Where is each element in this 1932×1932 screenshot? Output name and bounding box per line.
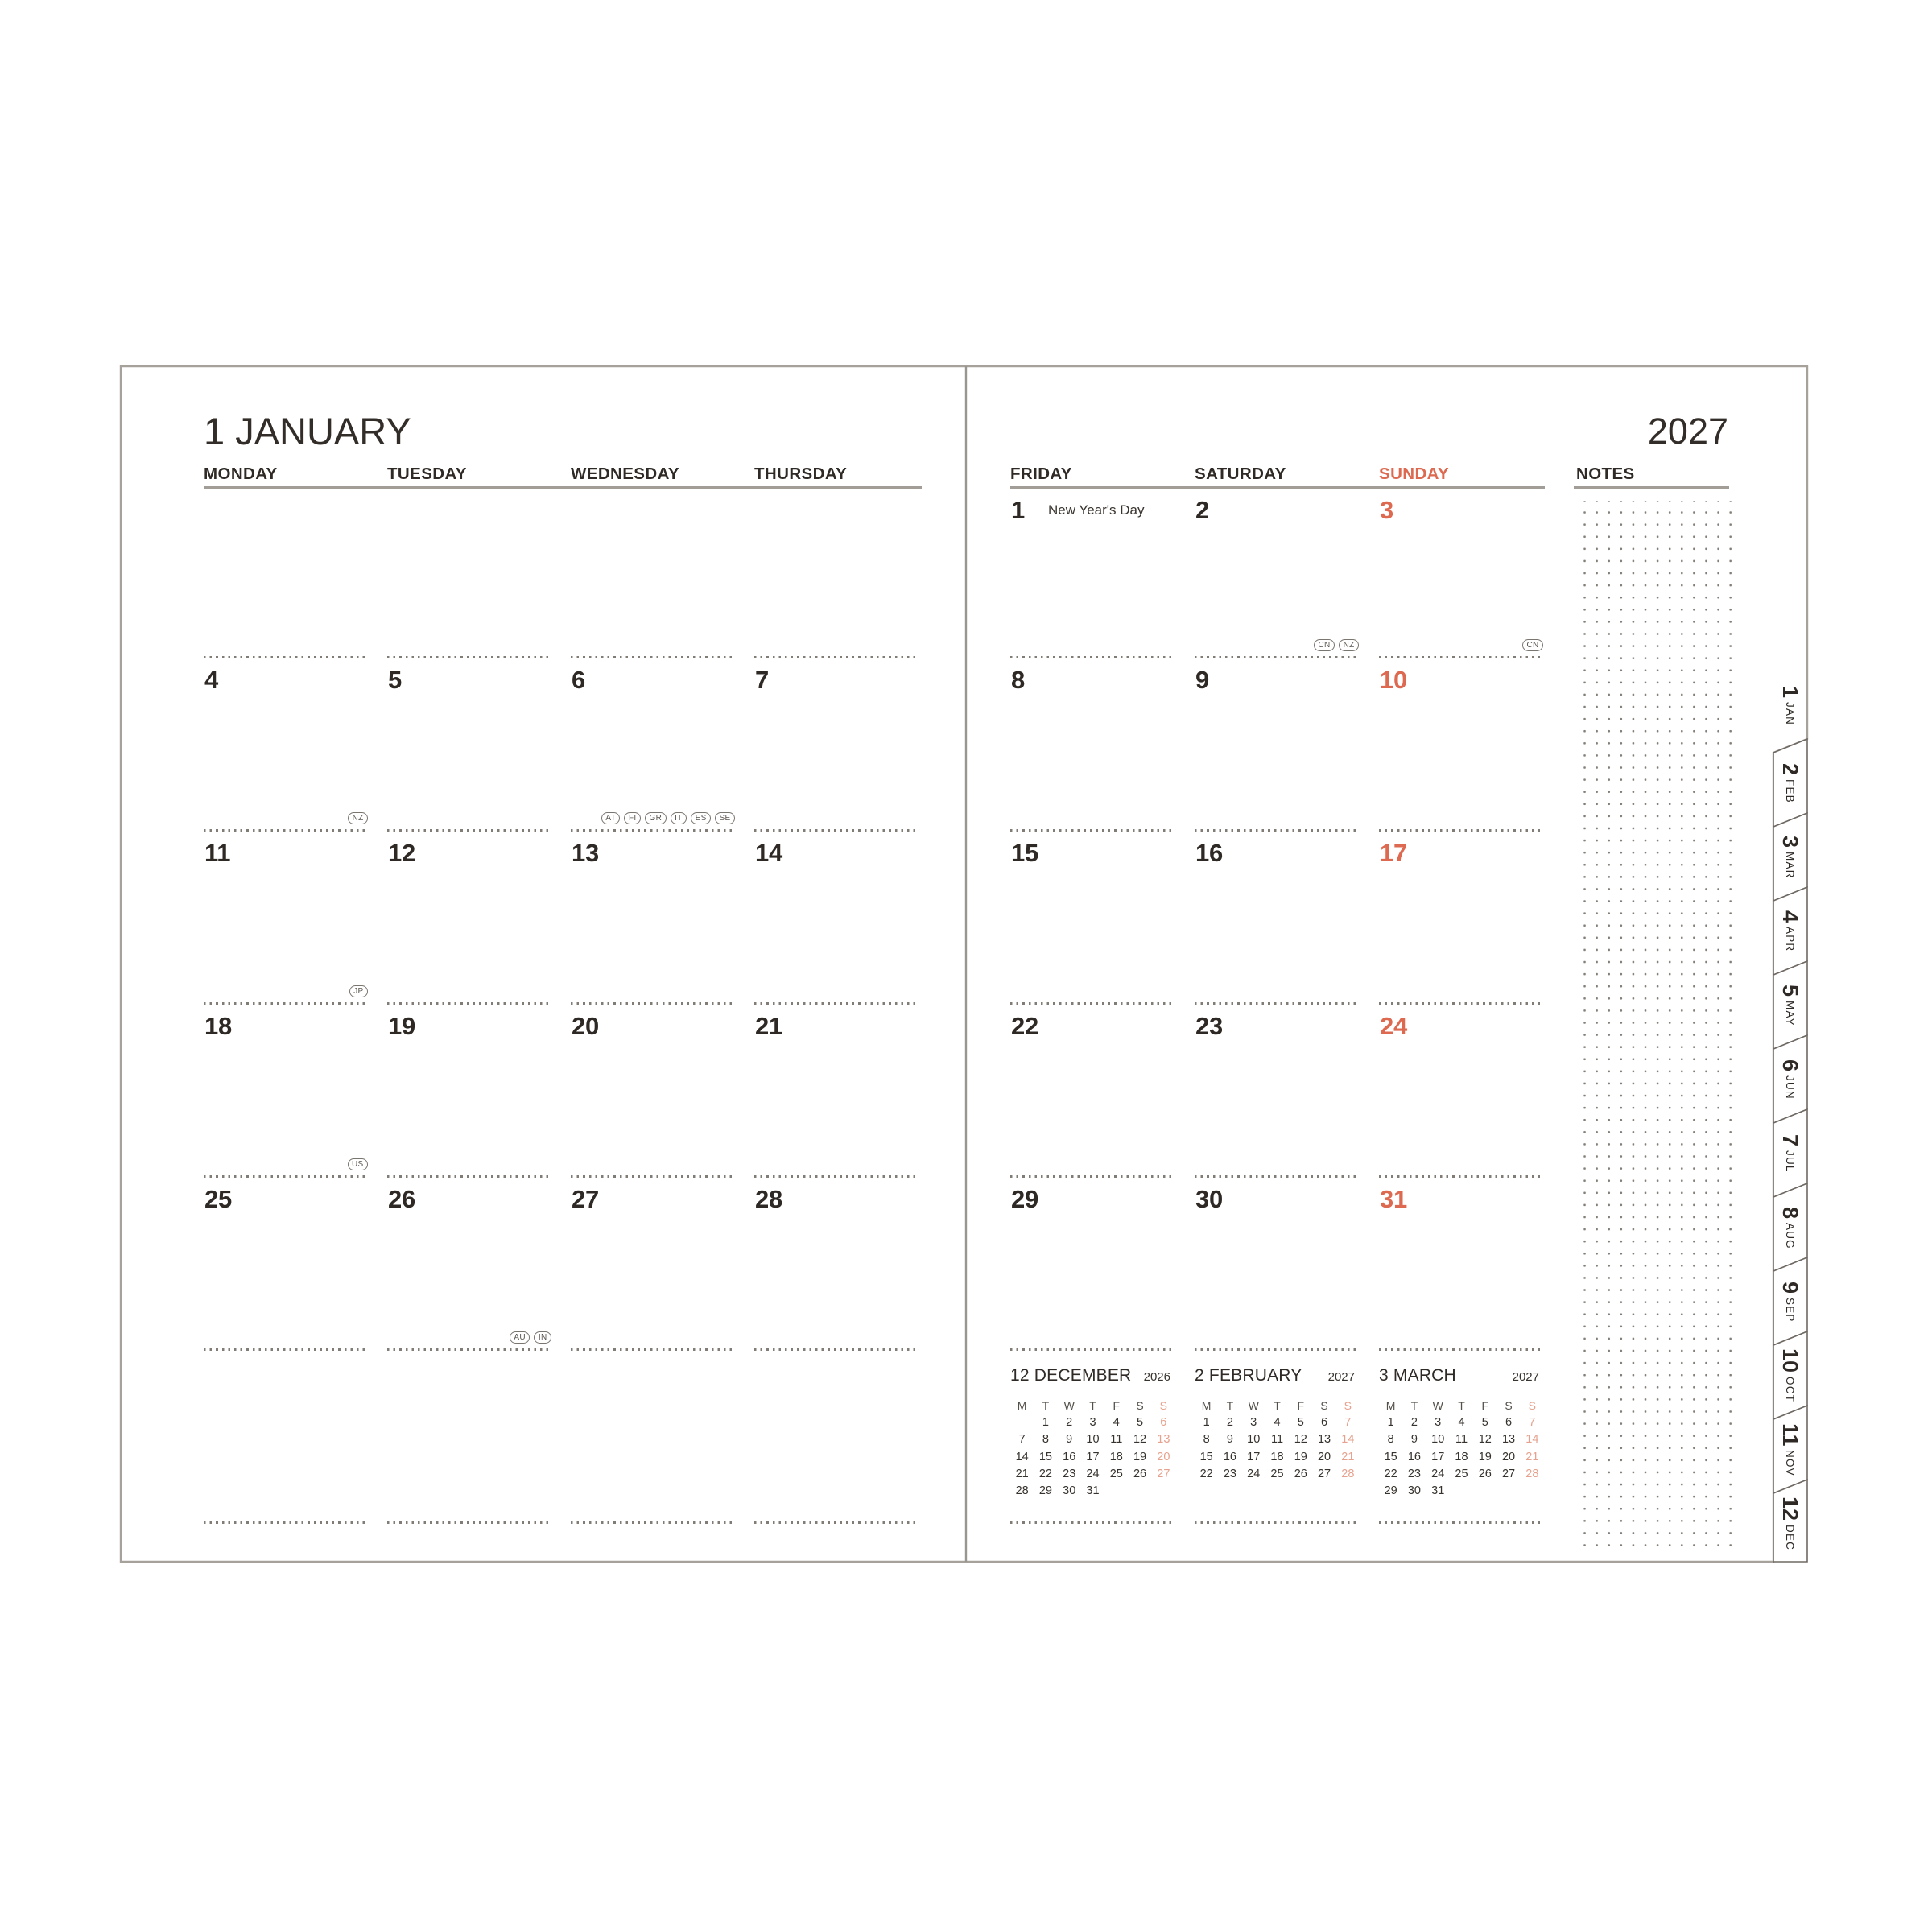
mini-calendar-date bbox=[1128, 1484, 1151, 1497]
page-title: 1 JANUARY bbox=[204, 410, 411, 452]
notes-grid[interactable] bbox=[1575, 501, 1732, 1552]
mini-calendar-week bbox=[1379, 1484, 1544, 1497]
mini-calendar-date: 8 bbox=[1387, 1433, 1394, 1447]
holiday-badge-es: ES bbox=[691, 812, 711, 825]
month-tab-apr[interactable] bbox=[1772, 895, 1808, 968]
mini-calendar-date bbox=[1104, 1484, 1128, 1497]
date-number: 3 bbox=[1380, 496, 1393, 524]
weekday-letter: T bbox=[1226, 1399, 1234, 1412]
mini-calendar-date: 11 bbox=[1270, 1433, 1284, 1447]
date-number: 27 bbox=[572, 1185, 599, 1213]
mini-calendar-date: 1 bbox=[1203, 1416, 1210, 1429]
mini-calendar-date: 26 bbox=[1294, 1467, 1307, 1480]
mini-calendar-year: 2026 bbox=[1143, 1370, 1170, 1384]
date-number: 18 bbox=[204, 1012, 232, 1040]
mini-calendar-date: 15 bbox=[1384, 1450, 1397, 1463]
date-cell[interactable] bbox=[754, 658, 919, 832]
mini-calendar-date: 21 bbox=[1015, 1467, 1029, 1480]
row-separator bbox=[571, 1521, 736, 1524]
weekday-letter: M bbox=[1201, 1399, 1212, 1412]
mini-calendar-date: 11 bbox=[1110, 1433, 1123, 1447]
holiday-badge-au: AU bbox=[510, 1331, 530, 1344]
day-header-sunday: SUNDAY bbox=[1379, 464, 1450, 483]
mini-calendar-date: 15 bbox=[1038, 1450, 1052, 1463]
mini-calendar-date: 18 bbox=[1270, 1450, 1284, 1463]
date-cell[interactable] bbox=[387, 1178, 552, 1351]
day-header-thursday: THURSDAY bbox=[754, 464, 848, 483]
date-cell[interactable] bbox=[204, 832, 369, 1005]
mini-calendar-date: 30 bbox=[1063, 1484, 1076, 1498]
mini-calendar-date: 12 bbox=[1133, 1433, 1147, 1447]
mini-calendar-date: 17 bbox=[1086, 1450, 1100, 1463]
holiday-label: New Year's Day bbox=[1048, 502, 1145, 518]
date-cell[interactable] bbox=[754, 489, 919, 658]
holiday-badges bbox=[1314, 639, 1359, 652]
mini-calendar-week bbox=[1379, 1416, 1544, 1429]
mini-calendar-date: 22 bbox=[1038, 1467, 1052, 1480]
holiday-badges bbox=[601, 812, 735, 825]
mini-calendar-date: 16 bbox=[1407, 1450, 1421, 1463]
mini-calendar-date: 9 bbox=[1066, 1433, 1073, 1447]
mini-calendar-date: 14 bbox=[1525, 1433, 1539, 1447]
mini-calendar-date: 20 bbox=[1157, 1450, 1170, 1463]
weekday-letter: T bbox=[1042, 1399, 1050, 1412]
holiday-badge-gr: GR bbox=[645, 812, 667, 825]
tab-month-abbr: JUL bbox=[1784, 1150, 1796, 1173]
date-cell[interactable] bbox=[1379, 1005, 1544, 1178]
mini-calendar-weekdays bbox=[1195, 1399, 1360, 1412]
mini-calendar-date: 29 bbox=[1384, 1484, 1397, 1498]
weekday-letter: S bbox=[1159, 1399, 1167, 1412]
weekday-letter: F bbox=[1297, 1399, 1305, 1412]
mini-calendar-week bbox=[1195, 1451, 1360, 1463]
weekday-letter: S bbox=[1344, 1399, 1352, 1412]
date-number: 26 bbox=[388, 1185, 415, 1213]
weekday-letter: S bbox=[1505, 1399, 1513, 1412]
mini-calendar-year: 2027 bbox=[1327, 1370, 1355, 1384]
mini-calendar-date: 23 bbox=[1407, 1467, 1421, 1480]
mini-calendar-week bbox=[1010, 1416, 1175, 1429]
tab-month-number: 3 bbox=[1778, 836, 1802, 848]
date-cell[interactable] bbox=[1195, 489, 1360, 658]
mini-calendar-title: 2 FEBRUARY bbox=[1195, 1366, 1302, 1385]
date-cell[interactable] bbox=[754, 1178, 919, 1351]
date-number: 30 bbox=[1195, 1185, 1223, 1213]
mini-calendar-date: 5 bbox=[1137, 1416, 1144, 1429]
mini-calendar-date: 21 bbox=[1525, 1450, 1539, 1463]
mini-calendar-date bbox=[1152, 1484, 1175, 1497]
date-number: 10 bbox=[1380, 666, 1407, 694]
date-cell[interactable] bbox=[387, 832, 552, 1005]
mini-calendar-date: 24 bbox=[1431, 1467, 1445, 1480]
tab-month-abbr: OCT bbox=[1784, 1377, 1796, 1403]
date-cell[interactable] bbox=[571, 658, 736, 832]
row-separator bbox=[387, 1521, 552, 1524]
mini-calendar-date: 27 bbox=[1317, 1467, 1331, 1480]
mini-calendar-weekdays bbox=[1010, 1399, 1175, 1412]
month-tab-dec[interactable] bbox=[1772, 1488, 1808, 1560]
mini-calendar-date: 25 bbox=[1455, 1467, 1468, 1480]
tab-month-number: 8 bbox=[1778, 1206, 1802, 1219]
date-cell[interactable] bbox=[387, 1351, 552, 1524]
mini-calendar-date bbox=[1496, 1484, 1520, 1497]
mini-calendar-date: 8 bbox=[1042, 1433, 1049, 1447]
mini-calendar-date: 16 bbox=[1223, 1450, 1236, 1463]
holiday-badge-it: IT bbox=[671, 812, 687, 825]
mini-calendar-date: 2 bbox=[1066, 1416, 1073, 1429]
mini-calendar-date: 28 bbox=[1015, 1484, 1029, 1498]
date-number: 31 bbox=[1380, 1185, 1407, 1213]
date-cell[interactable] bbox=[1010, 489, 1175, 658]
month-tab-jul[interactable] bbox=[1772, 1117, 1808, 1190]
mini-calendar-date: 21 bbox=[1341, 1450, 1355, 1463]
row-separator bbox=[1379, 1521, 1544, 1524]
month-tab-jun[interactable] bbox=[1772, 1043, 1808, 1116]
date-number: 13 bbox=[572, 839, 599, 867]
weekday-letter: M bbox=[1385, 1399, 1396, 1412]
mini-calendar-date: 12 bbox=[1478, 1433, 1492, 1447]
notes-header: NOTES bbox=[1576, 464, 1635, 483]
month-tab-aug[interactable] bbox=[1772, 1191, 1808, 1264]
mini-calendar-date: 7 bbox=[1344, 1416, 1352, 1429]
mini-calendar-date: 20 bbox=[1317, 1450, 1331, 1463]
mini-calendar-week bbox=[1010, 1451, 1175, 1463]
weekday-letter: S bbox=[1136, 1399, 1144, 1412]
mini-calendar-week bbox=[1195, 1433, 1360, 1446]
row-separator bbox=[754, 1521, 919, 1524]
date-cell[interactable] bbox=[387, 658, 552, 832]
date-number: 19 bbox=[388, 1012, 415, 1040]
tab-month-number: 1 bbox=[1778, 686, 1802, 699]
mini-calendar-date: 13 bbox=[1317, 1433, 1331, 1447]
mini-calendar-date: 2 bbox=[1410, 1416, 1418, 1429]
mini-calendar-date: 3 bbox=[1250, 1416, 1257, 1429]
holiday-badges bbox=[348, 812, 368, 825]
tab-month-number: 9 bbox=[1778, 1281, 1802, 1294]
holiday-badge-nz: NZ bbox=[1339, 639, 1359, 652]
mini-calendar-date: 17 bbox=[1431, 1450, 1445, 1463]
date-number: 12 bbox=[388, 839, 415, 867]
day-header-tuesday: TUESDAY bbox=[387, 464, 467, 483]
tab-month-number: 7 bbox=[1778, 1134, 1802, 1147]
date-cell[interactable] bbox=[1195, 1005, 1360, 1178]
date-cell[interactable] bbox=[754, 1351, 919, 1524]
holiday-badge-in: IN bbox=[534, 1331, 551, 1344]
mini-calendar-date: 14 bbox=[1015, 1450, 1029, 1463]
date-cell[interactable] bbox=[571, 832, 736, 1005]
tab-month-number: 12 bbox=[1778, 1496, 1802, 1521]
mini-calendar-date: 20 bbox=[1501, 1450, 1516, 1463]
month-tab-mar[interactable] bbox=[1772, 821, 1808, 894]
mini-calendar-date: 16 bbox=[1063, 1450, 1076, 1463]
date-number: 6 bbox=[572, 666, 585, 694]
mini-calendar-date: 2 bbox=[1226, 1416, 1233, 1429]
holiday-badge-jp: JP bbox=[349, 985, 368, 998]
mini-calendar-date: 30 bbox=[1407, 1484, 1421, 1498]
date-number: 24 bbox=[1380, 1012, 1407, 1040]
date-number: 15 bbox=[1011, 839, 1038, 867]
holiday-badge-fi: FI bbox=[624, 812, 641, 825]
mini-calendar-title: 12 DECEMBER bbox=[1010, 1366, 1132, 1385]
date-cell[interactable] bbox=[1010, 1178, 1175, 1351]
mini-calendar-date: 3 bbox=[1435, 1416, 1442, 1429]
mini-calendar-date: 4 bbox=[1113, 1416, 1120, 1429]
tab-month-abbr: FEB bbox=[1784, 779, 1796, 803]
mini-calendar-week bbox=[1010, 1484, 1175, 1497]
mini-calendar-date: 31 bbox=[1086, 1484, 1100, 1498]
mini-calendar-date: 10 bbox=[1431, 1433, 1445, 1447]
weekday-letter: M bbox=[1017, 1399, 1027, 1412]
mini-calendar-date: 11 bbox=[1455, 1433, 1468, 1447]
mini-calendar-date: 22 bbox=[1384, 1467, 1397, 1480]
month-tab-sep[interactable] bbox=[1772, 1265, 1808, 1338]
mini-calendar-date: 6 bbox=[1160, 1416, 1167, 1429]
mini-calendar-week bbox=[1379, 1433, 1544, 1446]
mini-calendar-title: 3 MARCH bbox=[1379, 1366, 1456, 1385]
mini-calendar-date: 28 bbox=[1525, 1467, 1539, 1480]
tab-month-abbr: DEC bbox=[1784, 1525, 1796, 1551]
mini-calendar-date: 15 bbox=[1199, 1450, 1213, 1463]
holiday-badge-us: US bbox=[348, 1158, 369, 1171]
tab-month-abbr: JAN bbox=[1784, 702, 1796, 726]
date-cell[interactable] bbox=[754, 832, 919, 1005]
mini-calendar-date: 19 bbox=[1133, 1450, 1147, 1463]
tab-month-number: 10 bbox=[1778, 1348, 1802, 1373]
weekday-letter: F bbox=[1113, 1399, 1121, 1412]
mini-calendar-date: 23 bbox=[1223, 1467, 1236, 1480]
date-number: 11 bbox=[204, 839, 231, 867]
holiday-badge-at: AT bbox=[601, 812, 621, 825]
day-header-saturday: SATURDAY bbox=[1195, 464, 1286, 483]
tab-month-number: 5 bbox=[1778, 985, 1802, 997]
mini-calendar-date bbox=[1450, 1484, 1473, 1497]
mini-calendar-week bbox=[1379, 1468, 1544, 1480]
date-number: 4 bbox=[204, 666, 218, 694]
mini-calendar-date: 10 bbox=[1086, 1433, 1100, 1447]
date-number: 28 bbox=[755, 1185, 782, 1213]
mini-calendar-date: 6 bbox=[1505, 1416, 1513, 1429]
date-cell[interactable] bbox=[1195, 832, 1360, 1005]
month-tab-may[interactable] bbox=[1772, 969, 1808, 1042]
holiday-badges bbox=[348, 1158, 369, 1171]
weekday-letter: W bbox=[1248, 1399, 1259, 1412]
date-number: 8 bbox=[1011, 666, 1025, 694]
mini-calendar-date: 27 bbox=[1157, 1467, 1170, 1480]
tab-month-abbr: JUN bbox=[1784, 1075, 1796, 1100]
mini-calendar-date: 3 bbox=[1089, 1416, 1096, 1429]
mini-calendar-date bbox=[1521, 1484, 1544, 1497]
mini-calendar-date: 10 bbox=[1247, 1433, 1261, 1447]
mini-calendar-date: 9 bbox=[1410, 1433, 1418, 1447]
mini-calendar-date: 22 bbox=[1199, 1467, 1213, 1480]
date-number: 16 bbox=[1195, 839, 1223, 867]
date-cell[interactable] bbox=[387, 1005, 552, 1178]
mini-calendar-date: 17 bbox=[1247, 1450, 1261, 1463]
tab-month-abbr: MAR bbox=[1784, 852, 1796, 879]
page-outline bbox=[121, 366, 1807, 1562]
date-cell[interactable] bbox=[204, 1005, 369, 1178]
tab-month-abbr: AUG bbox=[1784, 1222, 1796, 1249]
tab-month-abbr: MAY bbox=[1784, 1001, 1796, 1026]
mini-calendar-date: 18 bbox=[1109, 1450, 1123, 1463]
tab-month-number: 6 bbox=[1778, 1059, 1802, 1072]
date-cell[interactable] bbox=[571, 1005, 736, 1178]
mini-calendar-date: 27 bbox=[1501, 1467, 1516, 1480]
mini-calendar-date: 1 bbox=[1387, 1416, 1394, 1429]
row-separator bbox=[204, 1521, 369, 1524]
date-number: 22 bbox=[1011, 1012, 1038, 1040]
tab-month-number: 4 bbox=[1778, 910, 1802, 923]
weekday-letter: T bbox=[1410, 1399, 1418, 1412]
mini-calendar-date: 29 bbox=[1038, 1484, 1052, 1498]
row-separator bbox=[1195, 1521, 1360, 1524]
holiday-badge-cn: CN bbox=[1522, 639, 1543, 652]
date-cell[interactable] bbox=[1195, 658, 1360, 832]
mini-calendar-date: 24 bbox=[1086, 1467, 1100, 1480]
date-number: 2 bbox=[1195, 496, 1209, 524]
mini-calendar-date: 5 bbox=[1481, 1416, 1488, 1429]
mini-calendar-date bbox=[1010, 1416, 1034, 1429]
date-number: 29 bbox=[1011, 1185, 1038, 1213]
mini-calendar-date: 25 bbox=[1270, 1467, 1284, 1480]
weekday-letter: T bbox=[1274, 1399, 1281, 1412]
date-number: 1 bbox=[1011, 496, 1025, 524]
holiday-badges bbox=[349, 985, 368, 998]
mini-calendar-date: 24 bbox=[1247, 1467, 1261, 1480]
mini-calendar-date: 23 bbox=[1063, 1467, 1076, 1480]
date-number: 14 bbox=[755, 839, 782, 867]
weekday-letter: T bbox=[1089, 1399, 1096, 1412]
date-cell[interactable] bbox=[1010, 658, 1175, 832]
tab-month-number: 11 bbox=[1778, 1422, 1802, 1447]
mini-calendar-date: 13 bbox=[1501, 1433, 1516, 1447]
holiday-badges bbox=[510, 1331, 551, 1344]
mini-calendar-date: 25 bbox=[1109, 1467, 1123, 1480]
date-cell[interactable] bbox=[204, 1178, 369, 1351]
day-header-friday: FRIDAY bbox=[1010, 464, 1072, 483]
date-number: 25 bbox=[204, 1185, 232, 1213]
tab-month-abbr: NOV bbox=[1784, 1450, 1796, 1477]
date-number: 23 bbox=[1195, 1012, 1223, 1040]
weekday-letter: W bbox=[1063, 1399, 1075, 1412]
month-tab-oct[interactable] bbox=[1772, 1340, 1808, 1412]
mini-calendar-date: 28 bbox=[1341, 1467, 1355, 1480]
mini-calendar-date: 19 bbox=[1294, 1450, 1307, 1463]
notes-header-rule bbox=[1574, 486, 1729, 489]
mini-calendar-date: 9 bbox=[1226, 1433, 1233, 1447]
mini-calendar-date: 13 bbox=[1157, 1433, 1170, 1447]
mini-calendar bbox=[1195, 1366, 1360, 1521]
mini-calendar-week bbox=[1010, 1468, 1175, 1480]
mini-calendar-date: 12 bbox=[1294, 1433, 1307, 1447]
date-cell[interactable] bbox=[387, 489, 552, 658]
date-cell[interactable] bbox=[571, 1178, 736, 1351]
mini-calendar-date: 7 bbox=[1018, 1433, 1026, 1447]
weekday-letter: W bbox=[1432, 1399, 1443, 1412]
year-label: 2027 bbox=[1647, 411, 1728, 452]
date-number: 20 bbox=[572, 1012, 599, 1040]
tab-month-number: 2 bbox=[1778, 763, 1802, 776]
date-cell[interactable] bbox=[571, 1351, 736, 1524]
date-cell[interactable] bbox=[571, 489, 736, 658]
mini-calendar-date: 8 bbox=[1203, 1433, 1210, 1447]
mini-calendar-date: 1 bbox=[1042, 1416, 1049, 1429]
month-tab-feb[interactable] bbox=[1772, 747, 1808, 819]
date-cell[interactable] bbox=[1010, 1005, 1175, 1178]
weekday-letter: S bbox=[1320, 1399, 1328, 1412]
holiday-badge-nz: NZ bbox=[348, 812, 368, 825]
mini-calendar-date bbox=[1473, 1484, 1496, 1497]
date-number: 5 bbox=[388, 666, 402, 694]
date-cell[interactable] bbox=[1195, 1178, 1360, 1351]
mini-calendar-date: 5 bbox=[1297, 1416, 1304, 1429]
mini-calendar-week bbox=[1379, 1451, 1544, 1463]
weekday-letter: T bbox=[1458, 1399, 1465, 1412]
date-cell[interactable] bbox=[1379, 1178, 1544, 1351]
tab-month-abbr: APR bbox=[1784, 927, 1796, 952]
holiday-badge-se: SE bbox=[715, 812, 735, 825]
mini-calendar-year: 2027 bbox=[1512, 1370, 1539, 1384]
date-cell[interactable] bbox=[1379, 489, 1544, 658]
mini-calendar-date: 7 bbox=[1529, 1416, 1536, 1429]
mini-calendar-date: 26 bbox=[1478, 1467, 1492, 1480]
mini-calendar-date: 4 bbox=[1274, 1416, 1281, 1429]
mini-calendar-date: 6 bbox=[1321, 1416, 1328, 1429]
holiday-badges bbox=[1522, 639, 1543, 652]
date-cell[interactable] bbox=[754, 1005, 919, 1178]
mini-calendar-week bbox=[1195, 1468, 1360, 1480]
row-separator bbox=[1010, 1521, 1175, 1524]
date-cell[interactable] bbox=[204, 1351, 369, 1524]
date-number: 7 bbox=[755, 666, 769, 694]
day-header-wednesday: WEDNESDAY bbox=[571, 464, 679, 483]
month-tab-jan[interactable] bbox=[1772, 670, 1808, 742]
mini-calendar-week bbox=[1195, 1416, 1360, 1429]
mini-calendar-weekdays bbox=[1379, 1399, 1544, 1412]
mini-calendar-date: 31 bbox=[1431, 1484, 1445, 1498]
date-cell[interactable] bbox=[1379, 658, 1544, 832]
date-number: 21 bbox=[755, 1012, 782, 1040]
date-number: 17 bbox=[1380, 839, 1407, 867]
date-number: 9 bbox=[1195, 666, 1209, 694]
mini-calendar-date: 19 bbox=[1478, 1450, 1492, 1463]
date-cell[interactable] bbox=[1010, 832, 1175, 1005]
mini-calendar-date: 14 bbox=[1341, 1433, 1355, 1447]
mini-calendar-date: 18 bbox=[1455, 1450, 1468, 1463]
month-tab-nov[interactable] bbox=[1772, 1414, 1808, 1486]
weekday-letter: F bbox=[1481, 1399, 1489, 1412]
weekday-letter: S bbox=[1528, 1399, 1536, 1412]
mini-calendar bbox=[1010, 1366, 1175, 1521]
date-cell[interactable] bbox=[204, 489, 369, 658]
mini-calendar bbox=[1379, 1366, 1544, 1521]
date-cell[interactable] bbox=[204, 658, 369, 832]
mini-calendar-week bbox=[1010, 1433, 1175, 1446]
date-cell[interactable] bbox=[1379, 832, 1544, 1005]
day-header-monday: MONDAY bbox=[204, 464, 278, 483]
tab-month-abbr: SEP bbox=[1784, 1297, 1796, 1323]
mini-calendar-date: 26 bbox=[1133, 1467, 1147, 1480]
mini-calendar-date: 4 bbox=[1458, 1416, 1465, 1429]
holiday-badge-cn: CN bbox=[1314, 639, 1335, 652]
